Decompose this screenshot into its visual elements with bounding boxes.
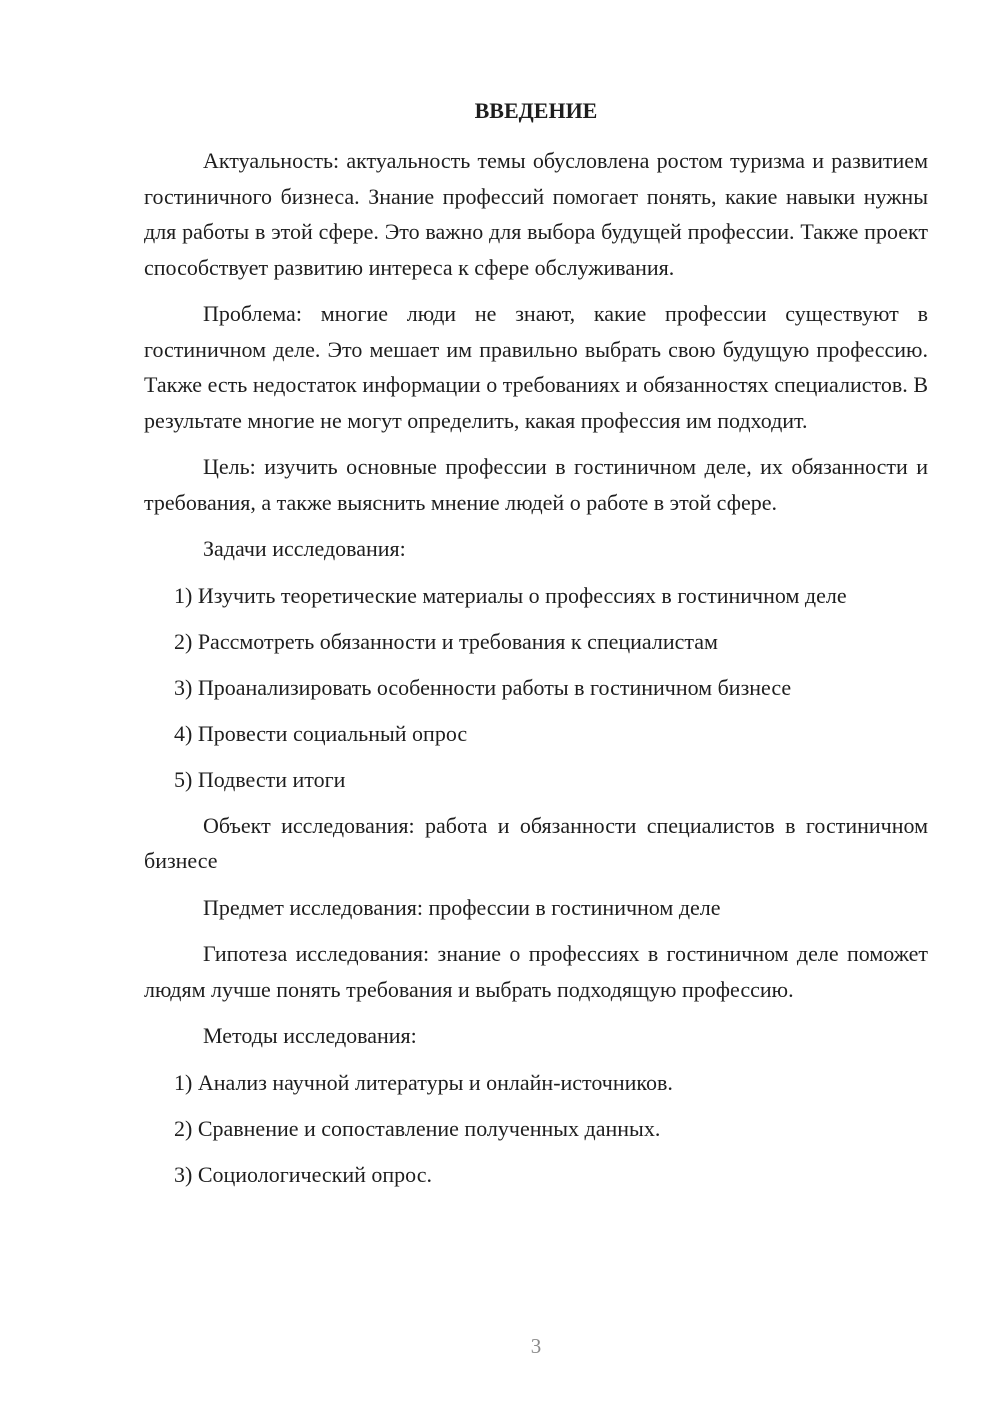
page-body (144, 143, 928, 1203)
tasks-heading: Задачи исследования: (203, 536, 406, 561)
hypothesis-paragraph: Гипотеза исследования: знание о профессиях в гостиничном деле поможет людям лучше понять требования и выбрать подходящую профессию. (144, 941, 928, 1002)
object-paragraph: Объект исследования: работа и обязанности специалистов в гостиничном бизнесе (144, 812, 928, 873)
tasks-list (144, 578, 928, 798)
list-item: 2) Рассмотреть обязанности и требования к специалистам (174, 628, 718, 654)
list-item: 5) Подвести итоги (174, 766, 346, 792)
page-title: ВВЕДЕНИЕ (474, 98, 598, 123)
list-item: 3) Проанализировать особенности работы в гостиничном бизнесе (174, 674, 792, 700)
goal-paragraph: Цель: изучить основные профессии в гостиничном деле, их обязанности и требования, а также выяснить мнение людей о работе в этой сфере. (144, 454, 928, 515)
problem-paragraph: Проблема: многие люди не знают, какие профессии существуют в гостиничном деле. Это мешает им правильно выбрать свою будущую профессию. Также есть недостаток информации о требованиях и обязанностях специалистов. В результате многие не могут определить, какая профессия им подходит. (144, 301, 928, 433)
list-item: 3) Социологический опрос. (174, 1161, 432, 1187)
page-number: 3 (530, 1334, 542, 1358)
list-item: 1) Анализ научной литературы и онлайн-источников. (174, 1069, 673, 1095)
list-item: 1) Изучить теоретические материалы о профессиях в гостиничном деле (174, 582, 847, 608)
relevance-paragraph: Актуальность: актуальность темы обусловлена ростом туризма и развитием гостиничного бизнеса. Знание профессий помогает понять, какие навыки нужны для работы в этой сфере. Это важно для выбора будущей профессии. Также проект способствует развитию интереса к сфере обслуживания. (144, 148, 928, 280)
subject-paragraph: Предмет исследования: профессии в гостиничном деле (203, 894, 721, 920)
methods-heading: Методы исследования: (203, 1023, 417, 1048)
list-item: 4) Провести социальный опрос (174, 720, 468, 746)
methods-list (144, 1065, 928, 1193)
list-item: 2) Сравнение и сопоставление полученных данных. (174, 1115, 661, 1141)
